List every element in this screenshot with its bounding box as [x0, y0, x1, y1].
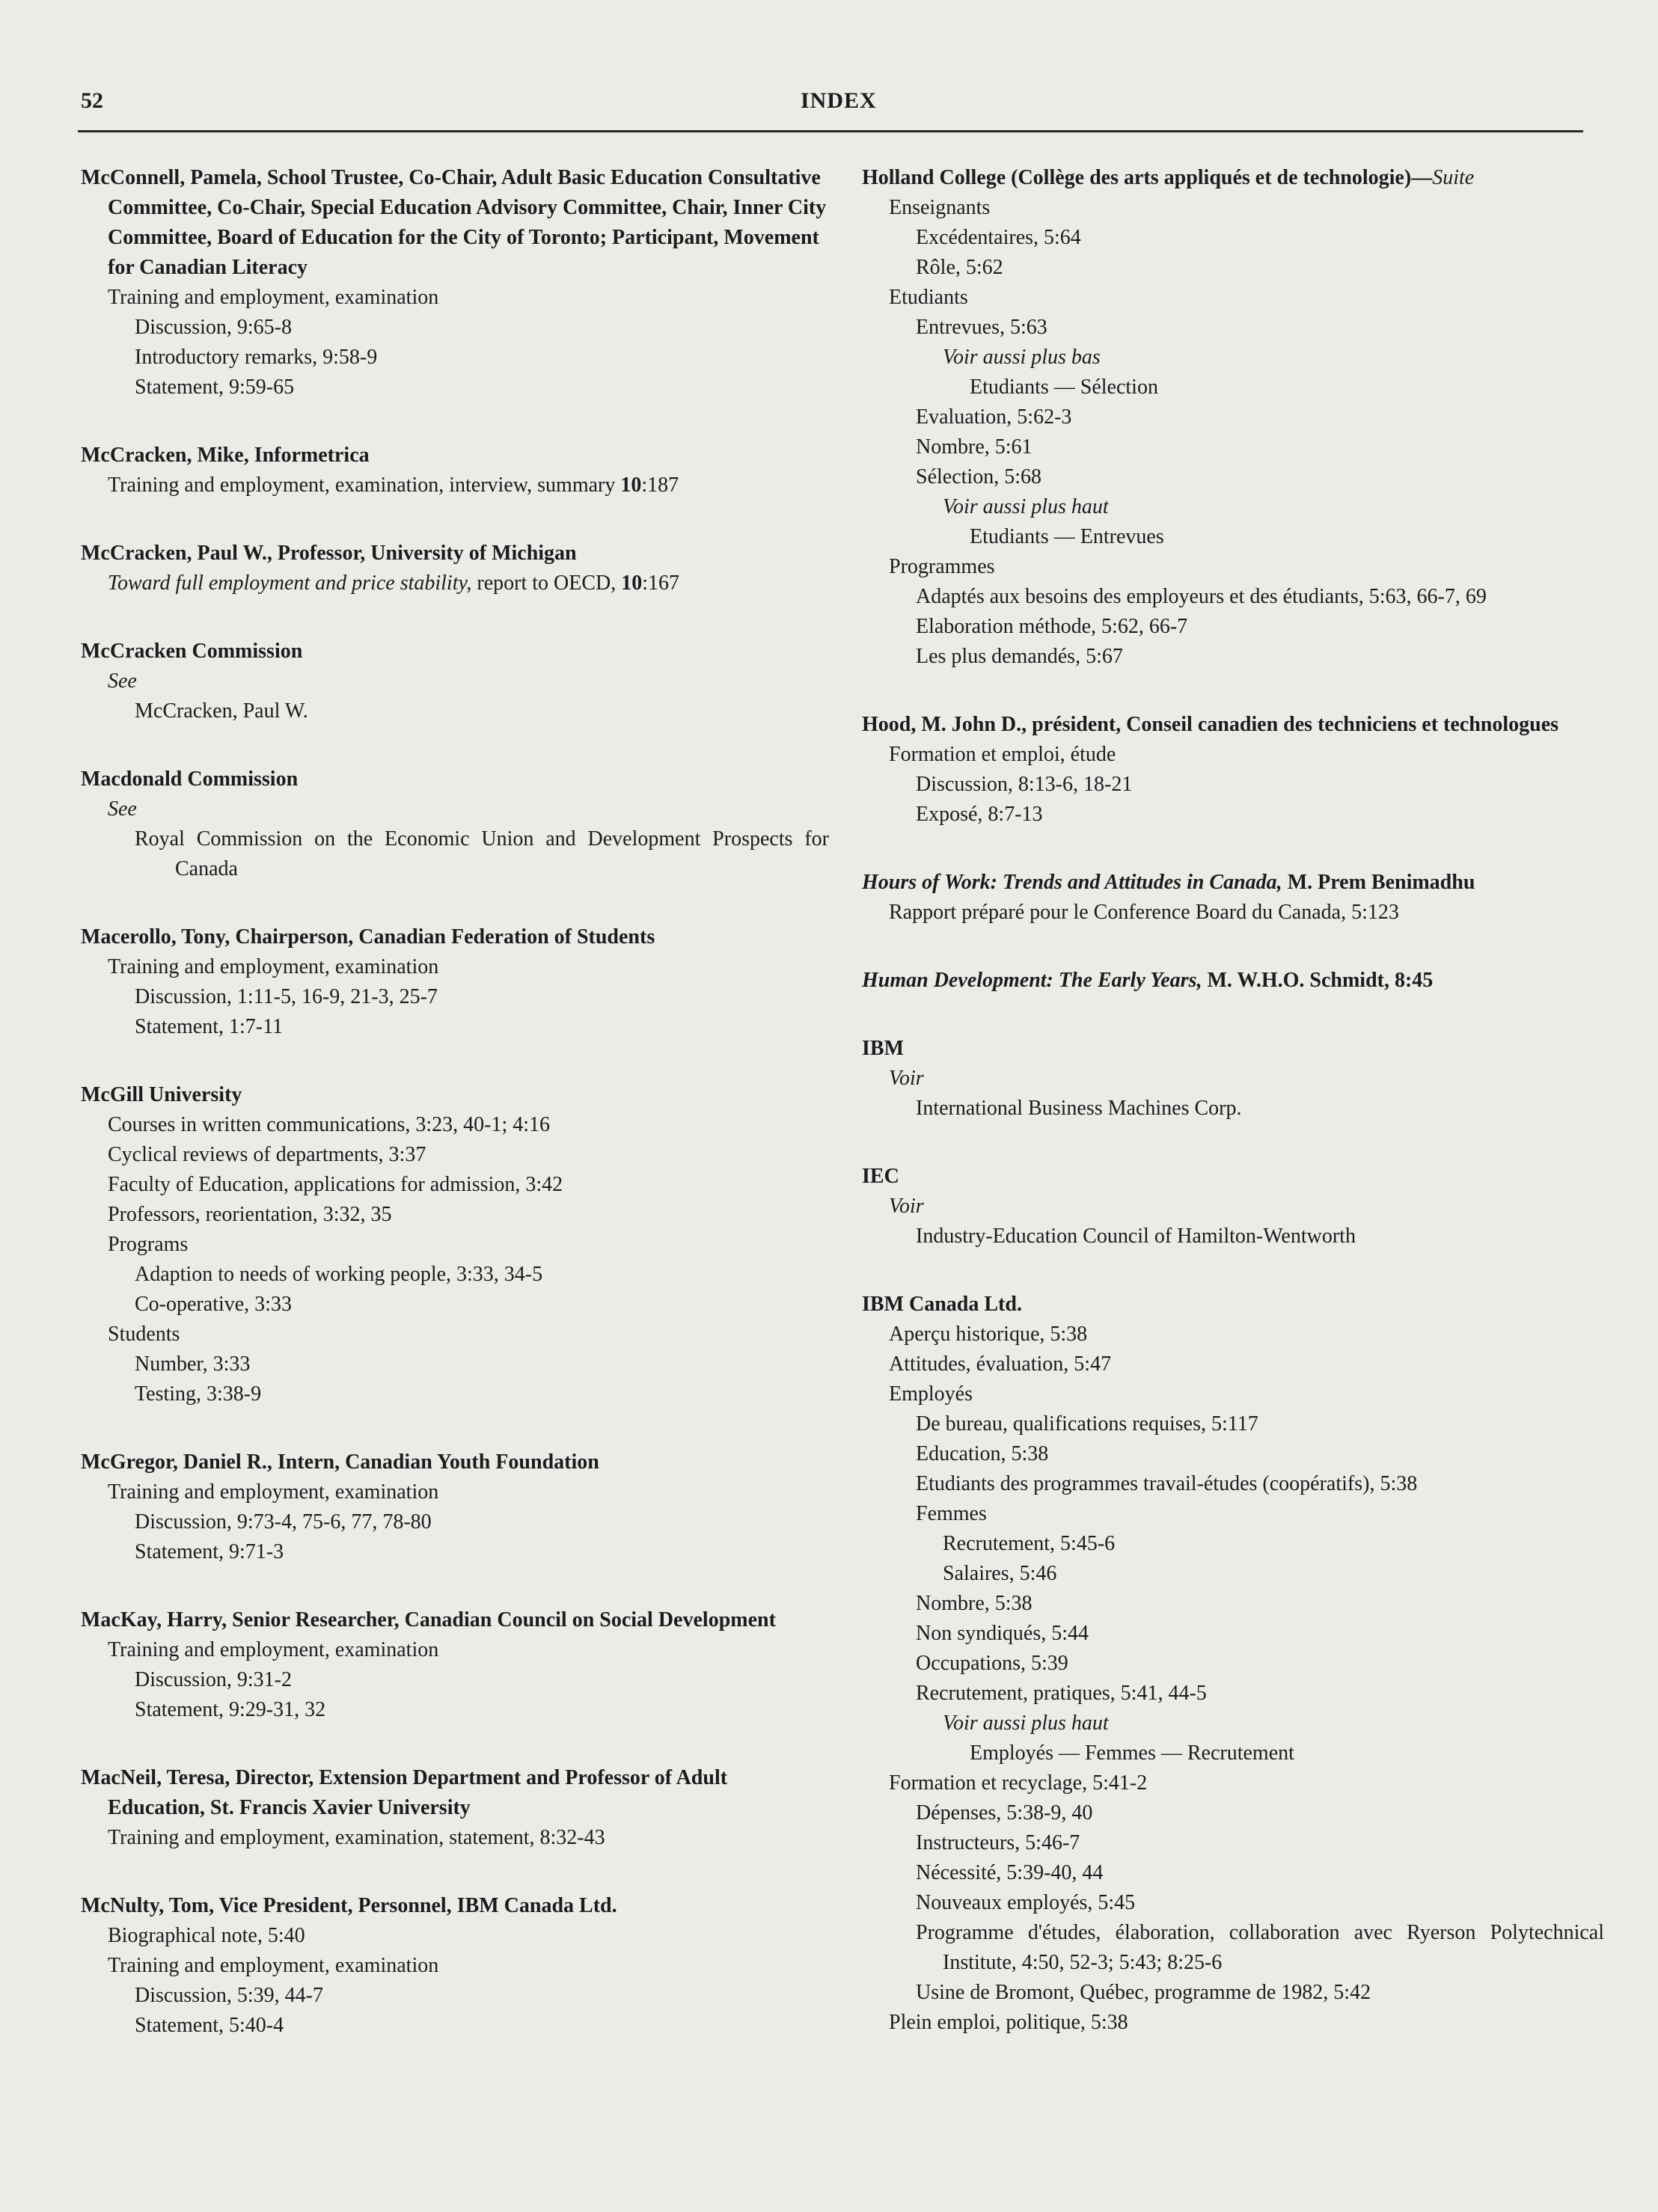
subentry: Attitudes, évaluation, 5:47	[889, 1352, 1112, 1376]
subentry: Programs	[108, 1233, 189, 1256]
subentry: Statement, 9:71-3	[135, 1540, 284, 1563]
author-name: M. W.H.O. Schmidt, 8:45	[1202, 969, 1434, 992]
subentry: Employés	[889, 1382, 973, 1406]
subentry: Discussion, 9:31-2	[135, 1668, 292, 1691]
entry-heading: Macdonald Commission	[81, 768, 299, 791]
index-entry	[862, 710, 1604, 830]
index-entry	[81, 441, 829, 500]
subentry: Usine de Bromont, Québec, programme de 1982, 5:42	[916, 1981, 1371, 2004]
entry-heading: McGill University	[81, 1083, 242, 1106]
report-title: Toward full employment and price stability,	[108, 572, 472, 595]
cross-reference-label: Voir aussi plus haut	[943, 1712, 1109, 1735]
index-entry	[81, 637, 829, 726]
subentry: Evaluation, 5:62-3	[916, 405, 1072, 429]
page-ref: :167	[642, 572, 680, 595]
entry-heading: Hood, M. John D., président, Conseil canadien des techniciens et technologues	[862, 713, 1559, 736]
subentry-text: report to OECD,	[471, 572, 622, 595]
entry-heading: IEC	[862, 1165, 899, 1188]
subentry: Discussion, 8:13-6, 18-21	[916, 773, 1133, 796]
entry-heading: MacNeil, Teresa, Director, Extension Department and Professor of Adult Education, St. Francis Xavier University	[81, 1766, 728, 1819]
subentry: Nombre, 5:61	[916, 435, 1033, 459]
index-entry	[862, 1162, 1604, 1251]
cross-reference-label: Voir	[889, 1195, 924, 1218]
index-entry	[862, 163, 1604, 672]
subentry: Dépenses, 5:38-9, 40	[916, 1801, 1093, 1825]
subentry: Formation et recyclage, 5:41-2	[889, 1771, 1148, 1795]
subentry: Statement, 9:59-65	[135, 376, 295, 399]
subentry: Faculty of Education, applications for admission, 3:42	[108, 1173, 563, 1196]
cross-reference-label: Voir aussi plus bas	[943, 346, 1101, 369]
subentry: Entrevues, 5:63	[916, 316, 1047, 339]
subentry: Adaption to needs of working people, 3:33, 34-5	[135, 1263, 543, 1286]
subentry: Testing, 3:38-9	[135, 1382, 262, 1406]
subentry: Femmes	[916, 1502, 987, 1525]
index-entry	[81, 1605, 829, 1725]
entry-heading: McCracken Commission	[81, 640, 303, 663]
subentry: Co-operative, 3:33	[135, 1293, 292, 1316]
subentry: Recrutement, 5:45-6	[943, 1532, 1116, 1555]
index-entry	[81, 1763, 829, 1853]
subentry: Training and employment, examination	[108, 1638, 439, 1661]
volume-number: 10	[620, 474, 642, 497]
cross-reference-label: See	[108, 670, 137, 693]
index-entry	[81, 163, 829, 402]
subentry: Rôle, 5:62	[916, 256, 1003, 279]
subentry: Non syndiqués, 5:44	[916, 1622, 1089, 1645]
index-entry	[81, 1891, 829, 2041]
subentry: Training and employment, examination, statement, 8:32-43	[108, 1826, 605, 1849]
subentry: Students	[108, 1323, 180, 1346]
publication-title: Hours of Work: Trends and Attitudes in Canada,	[862, 871, 1282, 894]
index-entry	[81, 1080, 829, 1409]
subentry: Occupations, 5:39	[916, 1652, 1068, 1675]
author-name: M. Prem Benimadhu	[1282, 871, 1475, 894]
left-column	[81, 163, 829, 2079]
subentry: Discussion, 1:11-5, 16-9, 21-3, 25-7	[135, 985, 438, 1008]
subentry: Rapport préparé pour le Conference Board du Canada, 5:123	[889, 901, 1399, 924]
subentry: Training and employment, examination	[108, 955, 439, 978]
cross-reference-label: Voir aussi plus haut	[943, 495, 1109, 518]
subentry: Statement, 5:40-4	[135, 2014, 284, 2037]
cross-reference: Employés — Femmes — Recrutement	[970, 1741, 1294, 1765]
right-column	[862, 163, 1604, 2076]
subentry: Exposé, 8:7-13	[916, 803, 1043, 826]
subentry: Discussion, 5:39, 44-7	[135, 1984, 323, 2007]
subentry: Programmes	[889, 555, 995, 578]
subentry: Salaires, 5:46	[943, 1562, 1057, 1585]
subentry: Number, 3:33	[135, 1352, 251, 1376]
running-head: INDEX	[801, 88, 877, 113]
subentry: De bureau, qualifications requises, 5:117	[916, 1412, 1258, 1436]
index-entry	[862, 966, 1604, 996]
subentry: Recrutement, pratiques, 5:41, 44-5	[916, 1682, 1207, 1705]
subentry: Nouveaux employés, 5:45	[916, 1891, 1136, 1914]
subentry: Cyclical reviews of departments, 3:37	[108, 1143, 426, 1166]
entry-heading: McGregor, Daniel R., Intern, Canadian Youth Foundation	[81, 1450, 599, 1474]
subentry: Plein emploi, politique, 5:38	[889, 2011, 1128, 2034]
subentry: Statement, 9:29-31, 32	[135, 1698, 326, 1721]
index-entry	[81, 539, 829, 598]
subentry: Formation et emploi, étude	[889, 743, 1116, 766]
subentry: Adaptés aux besoins des employeurs et des étudiants, 5:63, 66-7, 69	[916, 585, 1487, 608]
subentry: Les plus demandés, 5:67	[916, 645, 1123, 668]
cross-reference: Etudiants — Sélection	[970, 376, 1158, 399]
subentry: Etudiants des programmes travail-études (coopératifs), 5:38	[916, 1472, 1418, 1495]
cross-reference-label: Voir	[889, 1067, 924, 1090]
subentry-text: Training and employment, examination, interview, summary	[108, 474, 621, 497]
continued-label: Suite	[1432, 166, 1475, 189]
entry-heading: Macerollo, Tony, Chairperson, Canadian Federation of Students	[81, 925, 655, 949]
page-number: 52	[81, 88, 103, 113]
index-entry	[81, 1447, 829, 1567]
index-entry	[862, 1034, 1604, 1124]
subentry: Professors, reorientation, 3:32, 35	[108, 1203, 392, 1226]
subentry: Instructeurs, 5:46-7	[916, 1831, 1080, 1854]
cross-reference: International Business Machines Corp.	[916, 1097, 1242, 1120]
subentry: Nécessité, 5:39-40, 44	[916, 1861, 1104, 1884]
entry-heading: MacKay, Harry, Senior Researcher, Canadian Council on Social Development	[81, 1608, 776, 1632]
entry-heading	[862, 966, 1604, 996]
entry-heading: McConnell, Pamela, School Trustee, Co-Chair, Adult Basic Education Consultative Committee, Co-Chair, Special Education Advisory Committee, Chair, Inner City Committee, Board of Education for the City of Toronto; Participant, Movement for Canadian Literacy	[81, 166, 827, 279]
entry-heading	[862, 868, 1604, 898]
cross-reference: Etudiants — Entrevues	[970, 525, 1164, 548]
subentry: Aperçu historique, 5:38	[889, 1323, 1088, 1346]
subentry: Excédentaires, 5:64	[916, 226, 1081, 249]
subentry: Education, 5:38	[916, 1442, 1049, 1465]
subentry	[108, 569, 829, 598]
index-entry	[81, 922, 829, 1042]
subentry: Discussion, 9:65-8	[135, 316, 292, 339]
header-rule	[78, 130, 1583, 132]
subentry: Statement, 1:7-11	[135, 1015, 284, 1038]
entry-heading: McCracken, Mike, Informetrica	[81, 444, 370, 467]
index-entry	[862, 868, 1604, 928]
entry-heading: McCracken, Paul W., Professor, University of Michigan	[81, 542, 577, 565]
entry-heading-text: Holland College (Collège des arts appliqués et de technologie)—	[862, 166, 1433, 189]
subentry: Introductory remarks, 9:58-9	[135, 346, 378, 369]
entry-heading: IBM Canada Ltd.	[862, 1293, 1022, 1316]
subentry: Biographical note, 5:40	[108, 1924, 305, 1947]
subentry	[108, 471, 829, 500]
page-ref: :187	[641, 474, 679, 497]
publication-title: Human Development: The Early Years,	[862, 969, 1202, 992]
subentry: Nombre, 5:38	[916, 1592, 1033, 1615]
entry-heading	[862, 163, 1604, 193]
cross-reference-label: See	[108, 797, 137, 821]
volume-number: 10	[621, 572, 643, 595]
subentry: Enseignants	[889, 196, 991, 219]
cross-reference: Industry-Education Council of Hamilton-Wentworth	[916, 1225, 1356, 1248]
cross-reference: Royal Commission on the Economic Union and Development Prospects for Canada	[135, 827, 829, 880]
subentry: Elaboration méthode, 5:62, 66-7	[916, 615, 1188, 638]
cross-reference: McCracken, Paul W.	[135, 699, 308, 723]
subentry: Sélection, 5:68	[916, 465, 1041, 488]
subentry: Discussion, 9:73-4, 75-6, 77, 78-80	[135, 1510, 432, 1534]
subentry: Training and employment, examination	[108, 286, 439, 309]
subentry: Programme d'études, élaboration, collaboration avec Ryerson Polytechnical Institute, 4:50, 52-3; 5:43; 8:25-6	[916, 1921, 1604, 1974]
subentry: Training and employment, examination	[108, 1954, 439, 1977]
subentry: Courses in written communications, 3:23, 40-1; 4:16	[108, 1113, 551, 1136]
index-entry	[862, 1290, 1604, 2038]
subentry: Training and employment, examination	[108, 1480, 439, 1504]
subentry: Etudiants	[889, 286, 968, 309]
index-entry	[81, 765, 829, 884]
entry-heading: IBM	[862, 1037, 904, 1060]
entry-heading: McNulty, Tom, Vice President, Personnel, IBM Canada Ltd.	[81, 1894, 617, 1917]
